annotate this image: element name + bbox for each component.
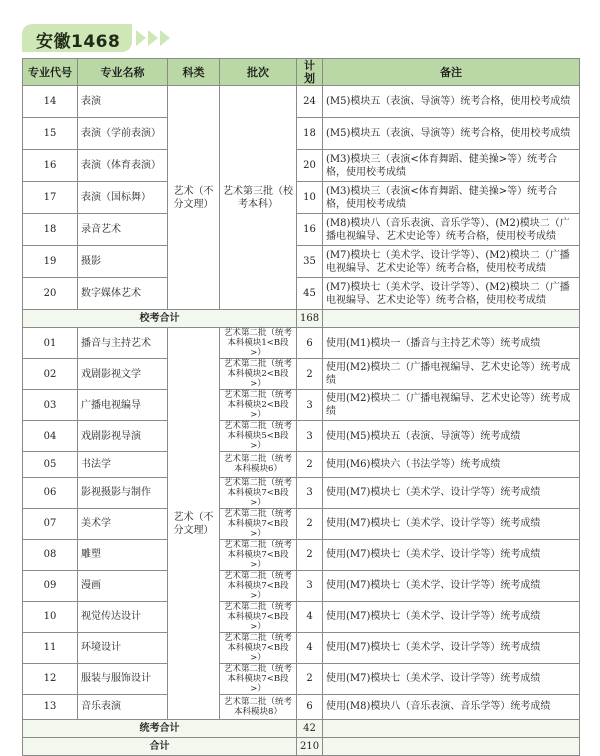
batch-cell: 艺术第二批（统考本科模块7<B段>） (220, 477, 297, 508)
major-name: 漫画 (78, 570, 168, 601)
major-code: 20 (23, 278, 78, 310)
major-code: 16 (23, 150, 78, 182)
major-code: 07 (23, 508, 78, 539)
table-row (23, 359, 580, 390)
empty-cell (323, 310, 580, 328)
major-name: 戏剧影视导演 (78, 421, 168, 452)
batch-cell: 艺术第二批（统考本科模块8） (220, 694, 297, 720)
major-name: 环境设计 (78, 632, 168, 663)
major-code: 03 (23, 390, 78, 421)
remark: (M5)模块五（表演、导演等）统考合格，使用校考成绩 (323, 118, 580, 150)
table-row (23, 182, 580, 214)
plan-count: 16 (297, 214, 323, 246)
major-code: 13 (23, 694, 78, 720)
batch-cell: 艺术第二批（统考本科模块1<B段>） (220, 328, 297, 359)
section-title (22, 24, 172, 52)
table-row (23, 86, 580, 118)
subtotal-label: 校考合计 (23, 310, 297, 328)
major-name: 表演（学前表演） (78, 118, 168, 150)
table-row (23, 452, 580, 478)
remark: (M3)模块三（表演<体育舞蹈、健美操>等）统考合格，使用校考成绩 (323, 150, 580, 182)
batch-cell: 艺术第二批（统考本科模块7<B段>） (220, 508, 297, 539)
plan-count: 2 (297, 359, 323, 390)
major-code: 15 (23, 118, 78, 150)
total-value: 210 (297, 738, 323, 756)
table-row (23, 328, 580, 359)
plan-count: 20 (297, 150, 323, 182)
remark: 使用(M7)模块七（美术学、设计学等）统考成绩 (323, 601, 580, 632)
major-code: 19 (23, 246, 78, 278)
major-name: 录音艺术 (78, 214, 168, 246)
major-name: 服装与服饰设计 (78, 663, 168, 694)
major-code: 05 (23, 452, 78, 478)
table-header-row (23, 59, 580, 86)
subtotal-value: 42 (297, 720, 323, 738)
remark: (M8)模块八（音乐表演、音乐学等）、(M2)模块二（广播电视编导、艺术史论等）统考合格，使用校考成绩 (323, 214, 580, 246)
plan-count: 2 (297, 452, 323, 478)
column-header: 计划 (297, 59, 323, 86)
major-code: 14 (23, 86, 78, 118)
major-name: 雕塑 (78, 539, 168, 570)
chevron-right-icon (136, 30, 146, 46)
remark: 使用(M2)模块二（广播电视编导、艺术史论等）统考成绩 (323, 359, 580, 390)
plan-count: 3 (297, 390, 323, 421)
subtotal-value: 168 (297, 310, 323, 328)
table-row (23, 694, 580, 720)
major-code: 01 (23, 328, 78, 359)
remark: (M7)模块七（美术学、设计学等）、(M2)模块二（广播电视编导、艺术史论等）统考合格，使用校考成绩 (323, 246, 580, 278)
column-header: 科类 (168, 59, 220, 86)
plan-count: 3 (297, 570, 323, 601)
batch-cell: 艺术第二批（统考本科模块7<B段>） (220, 539, 297, 570)
major-code: 12 (23, 663, 78, 694)
major-name: 音乐表演 (78, 694, 168, 720)
major-name: 美术学 (78, 508, 168, 539)
remark: 使用(M5)模块五（表演、导演等）统考成绩 (323, 421, 580, 452)
table-row (23, 246, 580, 278)
total-row (23, 738, 580, 756)
subtotal-label: 统考合计 (23, 720, 297, 738)
batch-cell: 艺术第三批（校考本科） (220, 86, 297, 310)
table-row (23, 539, 580, 570)
table-row (23, 477, 580, 508)
plan-count: 2 (297, 663, 323, 694)
major-code: 09 (23, 570, 78, 601)
plan-count: 2 (297, 539, 323, 570)
table-row (23, 570, 580, 601)
batch-cell: 艺术第二批（统考本科模块7<B段>） (220, 632, 297, 663)
major-name: 播音与主持艺术 (78, 328, 168, 359)
empty-cell (323, 720, 580, 738)
major-name: 视觉传达设计 (78, 601, 168, 632)
remark: 使用(M7)模块七（美术学、设计学等）统考成绩 (323, 508, 580, 539)
remark: (M5)模块五（表演、导演等）统考合格，使用校考成绩 (323, 86, 580, 118)
remark: (M3)模块三（表演<体育舞蹈、健美操>等）统考合格，使用校考成绩 (323, 182, 580, 214)
remark: 使用(M7)模块七（美术学、设计学等）统考成绩 (323, 539, 580, 570)
major-name: 戏剧影视文学 (78, 359, 168, 390)
major-code: 11 (23, 632, 78, 663)
title-text: 安徽1468 (36, 32, 121, 52)
plan-count: 10 (297, 182, 323, 214)
table-row (23, 601, 580, 632)
column-header: 备注 (323, 59, 580, 86)
batch-cell: 艺术第二批（统考本科模块2<B段>） (220, 390, 297, 421)
plan-count: 18 (297, 118, 323, 150)
empty-cell (323, 738, 580, 756)
table-row (23, 214, 580, 246)
plan-count: 6 (297, 694, 323, 720)
remark: 使用(M8)模块八（音乐表演、音乐学等）统考成绩 (323, 694, 580, 720)
plan-count: 35 (297, 246, 323, 278)
plan-count: 4 (297, 601, 323, 632)
remark: 使用(M6)模块六（书法学等）统考成绩 (323, 452, 580, 478)
major-name: 影视摄影与制作 (78, 477, 168, 508)
subtotal-row (23, 310, 580, 328)
plan-count: 2 (297, 508, 323, 539)
remark: 使用(M7)模块七（美术学、设计学等）统考成绩 (323, 663, 580, 694)
remark: 使用(M7)模块七（美术学、设计学等）统考成绩 (323, 632, 580, 663)
major-code: 17 (23, 182, 78, 214)
remark: 使用(M7)模块七（美术学、设计学等）统考成绩 (323, 570, 580, 601)
major-name: 广播电视编导 (78, 390, 168, 421)
table-body (23, 86, 580, 756)
remark: 使用(M2)模块二（广播电视编导、艺术史论等）统考成绩 (323, 390, 580, 421)
batch-cell: 艺术第二批（统考本科模块7<B段>） (220, 570, 297, 601)
major-code: 08 (23, 539, 78, 570)
plan-count: 45 (297, 278, 323, 310)
chevron-right-icon (148, 30, 158, 46)
plan-count: 3 (297, 421, 323, 452)
column-header: 批次 (220, 59, 297, 86)
major-code: 04 (23, 421, 78, 452)
table-row (23, 390, 580, 421)
category-cell: 艺术（不分文理） (168, 86, 220, 310)
table-row (23, 278, 580, 310)
batch-cell: 艺术第二批（统考本科模块6） (220, 452, 297, 478)
column-header: 专业名称 (78, 59, 168, 86)
plan-count: 4 (297, 632, 323, 663)
plan-count: 3 (297, 477, 323, 508)
major-name: 表演（国标舞） (78, 182, 168, 214)
major-code: 18 (23, 214, 78, 246)
batch-cell: 艺术第二批（统考本科模块7<B段>） (220, 663, 297, 694)
table-row (23, 118, 580, 150)
remark: (M7)模块七（美术学、设计学等）、(M2)模块二（广播电视编导、艺术史论等）统考合格，使用校考成绩 (323, 278, 580, 310)
category-cell: 艺术（不分文理） (168, 328, 220, 720)
major-name: 表演（体育表演） (78, 150, 168, 182)
column-header: 专业代号 (23, 59, 78, 86)
major-name: 书法学 (78, 452, 168, 478)
admission-plan-table (22, 58, 580, 756)
subtotal-row (23, 720, 580, 738)
batch-cell: 艺术第二批（统考本科模块7<B段>） (220, 601, 297, 632)
table-row (23, 632, 580, 663)
plan-count: 24 (297, 86, 323, 118)
table-row (23, 663, 580, 694)
table-row (23, 421, 580, 452)
batch-cell: 艺术第二批（统考本科模块5<B段>） (220, 421, 297, 452)
major-name: 摄影 (78, 246, 168, 278)
remark: 使用(M7)模块七（美术学、设计学等）统考成绩 (323, 477, 580, 508)
major-code: 02 (23, 359, 78, 390)
remark: 使用(M1)模块一（播音与主持艺术等）统考成绩 (323, 328, 580, 359)
total-label: 合计 (23, 738, 297, 756)
batch-cell: 艺术第二批（统考本科模块2<B段>） (220, 359, 297, 390)
major-code: 10 (23, 601, 78, 632)
major-name: 数字媒体艺术 (78, 278, 168, 310)
major-name: 表演 (78, 86, 168, 118)
table-row (23, 150, 580, 182)
major-code: 06 (23, 477, 78, 508)
table-row (23, 508, 580, 539)
chevron-right-icon (160, 30, 170, 46)
plan-count: 6 (297, 328, 323, 359)
